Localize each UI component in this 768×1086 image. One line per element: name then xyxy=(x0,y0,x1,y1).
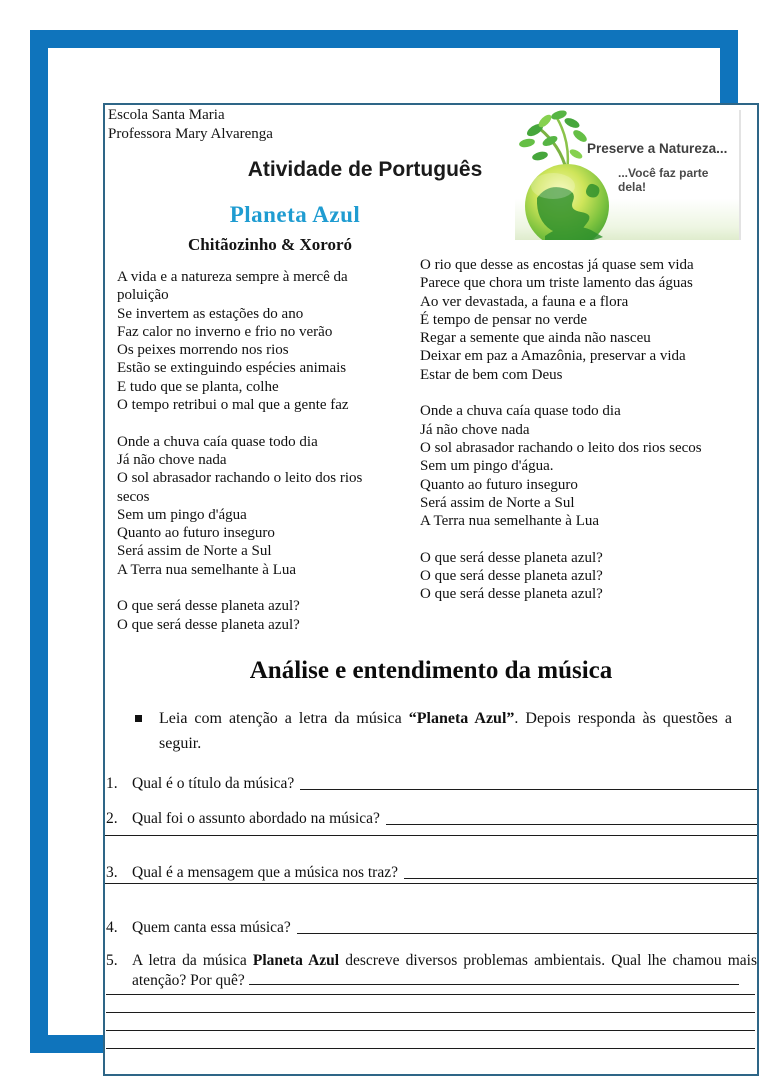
document-header xyxy=(108,106,273,144)
answer-lines-area xyxy=(106,994,755,1054)
nature-banner-line1: Preserve a Natureza... xyxy=(587,141,728,156)
teacher-name: Professora Mary Alvarenga xyxy=(108,126,273,142)
question-4 xyxy=(106,918,757,937)
lyric-line: Onde a chuva caía quase todo dia xyxy=(117,433,318,450)
instruction-song-name: “Planeta Azul” xyxy=(408,710,515,727)
lyric-line: Deixar em paz a Amazônia, preservar a vida xyxy=(420,348,686,365)
leaf-icon xyxy=(518,110,588,162)
lyric-line: Parece que chora um triste lamento das águas xyxy=(420,275,693,292)
lyric-line: O tempo retribui o mal que a gente faz xyxy=(117,397,349,414)
question-text xyxy=(132,951,757,991)
lyric-line: poluição xyxy=(117,287,169,304)
lyric-line: O que será desse planeta azul? xyxy=(420,549,603,566)
school-name: Escola Santa Maria xyxy=(108,107,225,123)
question-number: 1. xyxy=(106,775,118,792)
lyric-line: Será assim de Norte a Sul xyxy=(420,494,575,511)
lyrics-right-column xyxy=(420,256,760,604)
song-title: Planeta Azul xyxy=(229,202,361,227)
lyric-line xyxy=(420,530,760,548)
lyric-line: Ao ver devastada, a fauna e a flora xyxy=(420,293,629,310)
question-5-song-name: Planeta Azul xyxy=(252,952,340,969)
question-number: 5. xyxy=(106,952,118,969)
question-5-after: descreve diversos problemas ambientais. Qual lhe chamou mais atenção? Por quê? xyxy=(132,952,757,989)
lyric-line: Estar de bem com Deus xyxy=(420,366,563,383)
lyric-line: Se invertem as estações do ano xyxy=(117,305,304,322)
answer-line xyxy=(105,835,757,836)
question-number: 4. xyxy=(106,919,118,936)
song-artist: Chitãozinho & Xororó xyxy=(187,235,352,254)
answer-line xyxy=(106,1012,755,1013)
lyric-line: O que será desse planeta azul? xyxy=(420,586,603,603)
lyrics-left-column xyxy=(117,268,417,634)
instruction-text xyxy=(159,706,732,756)
question-text: Qual foi o assunto abordado na música? xyxy=(132,810,380,827)
answer-blank xyxy=(300,774,757,790)
nature-banner-line2: ...Você faz parte dela! xyxy=(618,166,709,194)
lyric-line: Regar a semente que ainda não nasceu xyxy=(420,330,651,347)
answer-blank xyxy=(386,809,757,825)
lyric-line: É tempo de pensar no verde xyxy=(420,311,588,328)
square-bullet-icon xyxy=(135,715,142,722)
answer-blank xyxy=(404,863,757,879)
page-frame xyxy=(30,30,757,1053)
lyric-line: Os peixes morrendo nos rios xyxy=(117,342,289,359)
lyric-line xyxy=(420,384,760,402)
question-number: 3. xyxy=(106,864,118,881)
question-5 xyxy=(106,951,757,991)
lyric-line: Onde a chuva caía quase todo dia xyxy=(420,403,621,420)
analysis-heading: Análise e entendimento da música xyxy=(249,657,613,684)
nature-banner-image xyxy=(515,110,741,240)
instruction-before: Leia com atenção a letra da música xyxy=(159,710,409,727)
answer-line xyxy=(106,994,755,995)
content-box xyxy=(103,103,759,1076)
lyric-line: Sem um pingo d'água. xyxy=(420,458,554,475)
lyric-line: O sol abrasador rachando o leito dos rios secos xyxy=(420,439,702,456)
question-1 xyxy=(106,774,757,793)
lyric-line: Já não chove nada xyxy=(117,451,227,468)
lyric-line: Sem um pingo d'água xyxy=(117,506,247,523)
lyric-line: Já não chove nada xyxy=(420,421,530,438)
question-text: Qual é a mensagem que a música nos traz? xyxy=(132,864,398,881)
lyric-line: secos xyxy=(117,488,150,505)
lyric-line: E tudo que se planta, colhe xyxy=(117,378,279,395)
lyric-line xyxy=(117,414,417,432)
question-number: 2. xyxy=(106,810,118,827)
answer-line xyxy=(106,1048,755,1049)
answer-line xyxy=(105,883,757,884)
question-5-before: A letra da música xyxy=(132,952,253,969)
lyric-line: Será assim de Norte a Sul xyxy=(117,543,272,560)
activity-title: Atividade de Português xyxy=(247,158,483,181)
lyric-line: Estão se extinguindo espécies animais xyxy=(117,360,347,377)
question-3 xyxy=(106,863,757,882)
lyric-line: Quanto ao futuro inseguro xyxy=(420,476,578,493)
lyric-line: O que será desse planeta azul? xyxy=(420,568,603,585)
lyric-line: O que será desse planeta azul? xyxy=(117,616,300,633)
question-text: Qual é o título da música? xyxy=(132,775,295,792)
answer-blank xyxy=(249,971,739,985)
lyric-line: O que será desse planeta azul? xyxy=(117,598,300,615)
lyric-line: A Terra nua semelhante à Lua xyxy=(420,513,600,530)
lyric-line: A vida e a natureza sempre à mercê da xyxy=(117,269,348,285)
question-2 xyxy=(106,809,757,828)
lyric-line: Quanto ao futuro inseguro xyxy=(117,525,275,542)
question-text: Quem canta essa música? xyxy=(132,919,291,936)
instruction-item xyxy=(135,706,732,756)
lyric-line: Faz calor no inverno e frio no verão xyxy=(117,323,333,340)
lyric-line: O rio que desse as encostas já quase sem vida xyxy=(420,257,694,273)
lyric-line: A Terra nua semelhante à Lua xyxy=(117,561,297,578)
lyric-line: O sol abrasador rachando o leito dos rios xyxy=(117,470,363,487)
answer-blank xyxy=(297,918,757,934)
lyric-line xyxy=(117,579,417,597)
instruction-after: . Depois responda às questões a seguir. xyxy=(159,710,732,752)
answer-line xyxy=(106,1030,755,1031)
